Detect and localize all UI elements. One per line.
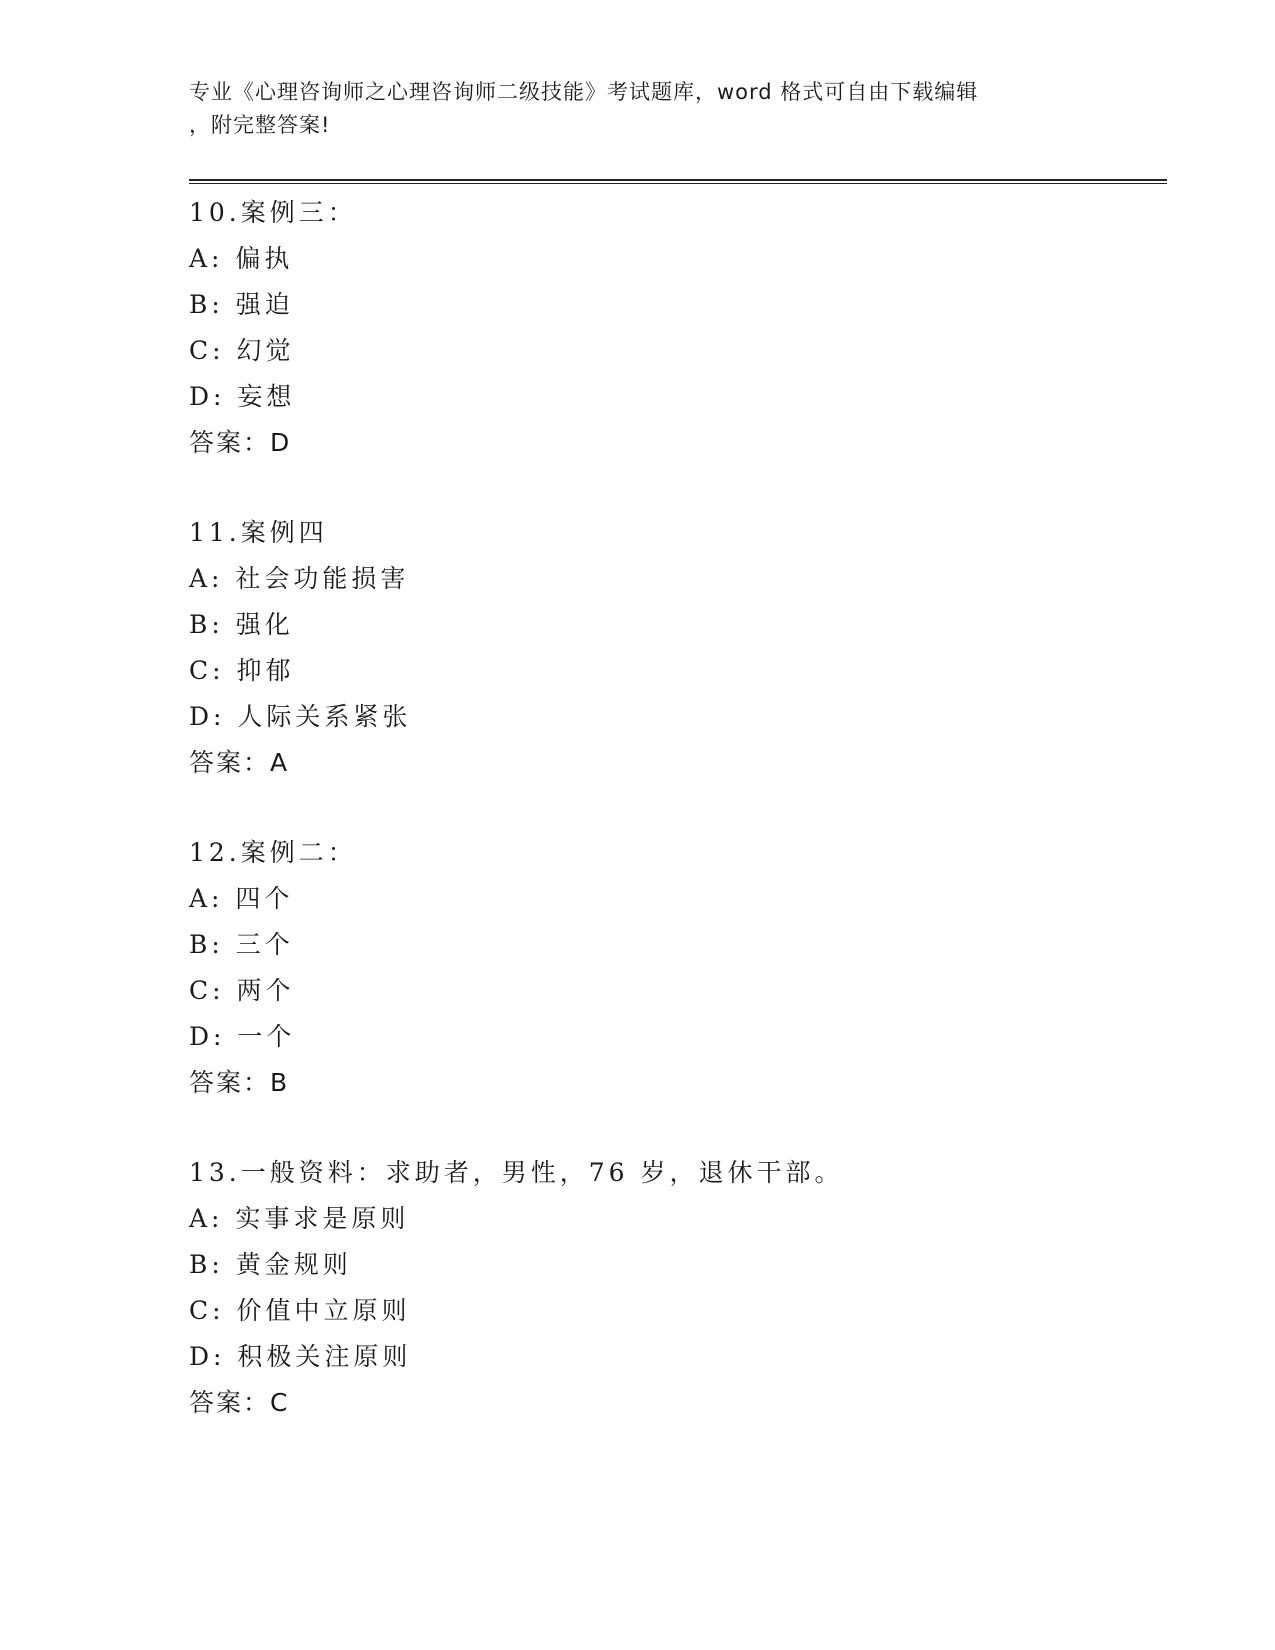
option-c: C: 抑郁	[189, 656, 295, 685]
option-a: A: 社会功能损害	[189, 564, 410, 593]
option-d: D: 一个	[189, 1022, 296, 1051]
header-line-2: ，附完整答案!	[189, 113, 331, 137]
answer: 答案：A	[189, 748, 290, 777]
answer: 答案：D	[189, 428, 292, 457]
option-d: D: 妄想	[189, 382, 296, 411]
question-stem: 13.一般资料：求助者，男性，76 岁，退休干部。	[189, 1158, 844, 1187]
option-c: C: 两个	[189, 976, 295, 1005]
option-b: B: 强化	[189, 610, 294, 639]
option-a: A: 实事求是原则	[189, 1204, 410, 1233]
header-line-1: 专业《心理咨询师之心理咨询师二级技能》考试题库，word 格式可自由下载编辑	[189, 80, 979, 104]
question-stem: 12.案例二：	[189, 838, 357, 867]
header-text	[189, 76, 1069, 142]
question-13	[189, 1150, 1169, 1426]
question-11	[189, 510, 1169, 786]
question-12	[189, 830, 1169, 1106]
option-b: B: 强迫	[189, 290, 294, 319]
question-10	[189, 190, 1169, 466]
option-b: B: 黄金规则	[189, 1250, 352, 1279]
option-c: C: 幻觉	[189, 336, 295, 365]
header-divider-thin	[189, 183, 1167, 184]
option-d: D: 积极关注原则	[189, 1342, 412, 1371]
answer: 答案：B	[189, 1068, 290, 1097]
option-a: A: 四个	[189, 884, 294, 913]
answer: 答案：C	[189, 1388, 290, 1417]
option-a: A: 偏执	[189, 244, 294, 273]
header-divider	[189, 179, 1167, 181]
option-d: D: 人际关系紧张	[189, 702, 412, 731]
question-stem: 10.案例三：	[189, 198, 357, 227]
option-c: C: 价值中立原则	[189, 1296, 411, 1325]
option-b: B: 三个	[189, 930, 294, 959]
question-stem: 11.案例四	[189, 518, 328, 547]
